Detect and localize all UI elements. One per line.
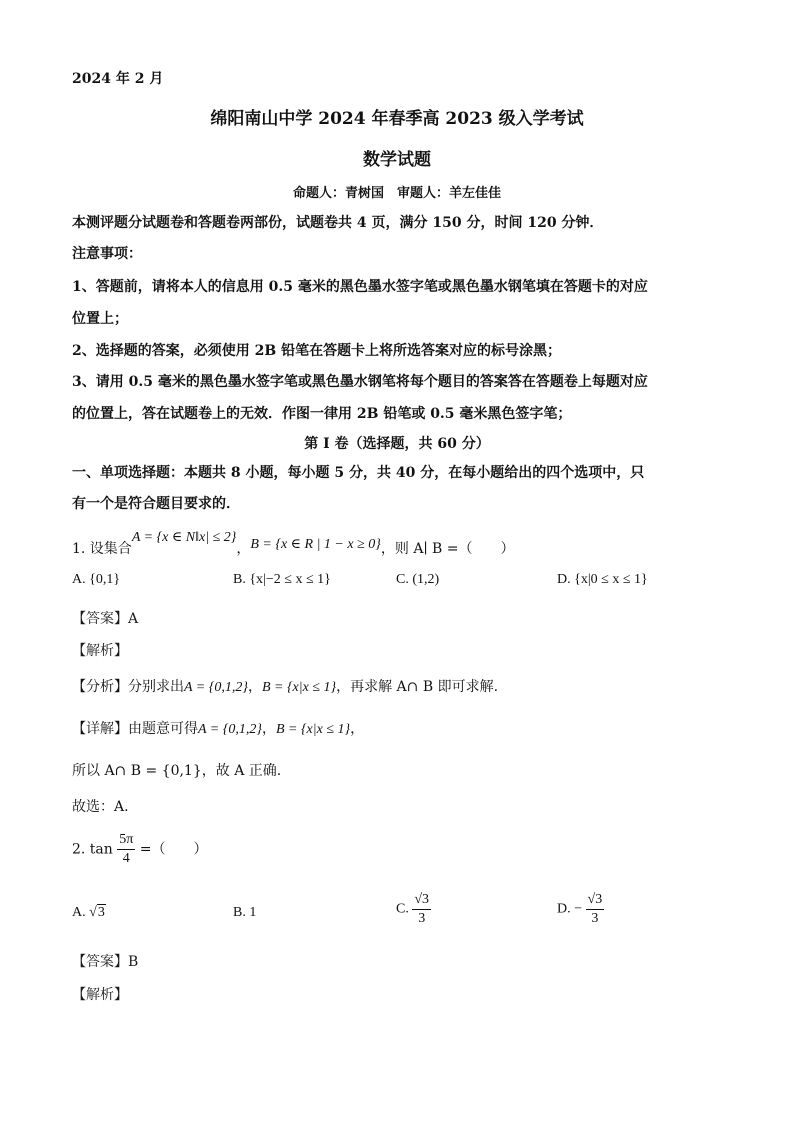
q2-answer: 【答案】B [72,954,139,970]
intro-line: 本测评题分试题卷和答题卷两部份，试题卷共 4 页，满分 150 分，时间 120 分钟． [72,215,604,231]
q1-option-c: C. (1,2) [396,572,440,587]
q2-stem-prefix: 2. tan [72,841,113,858]
q2-analysis-label: 【解析】 [72,987,128,1003]
q1-conclusion: 所以 A∩ B = {0,1}，故 A 正确. [72,763,282,779]
q1-choice: 故选：A. [72,799,129,815]
q2-option-a-sqrt: √3 [89,905,105,920]
q1-stem [72,530,515,558]
q1-xiangjie-text-2: ， [350,721,365,737]
q1-xiangjie-label: 【详解】 [72,721,128,737]
q2-option-b: B. 1 [233,905,257,920]
exam-subtitle: 数学试题 [363,150,431,170]
q2-option-d-label: D. − [557,901,583,917]
q1-fenxi-math-2: B = {x|x ≤ 1} [261,680,337,695]
q1-option-a: A. {0,1} [72,572,121,587]
q2-option-d-frac [586,893,605,926]
q2-fraction-den: 4 [122,851,130,866]
q1-option-b: B. {x|−2 ≤ x ≤ 1} [233,572,331,587]
q1-fenxi-text-1: 分别求出 [128,679,184,695]
q2-option-c-num: √3 [412,893,431,910]
q2-stem-suffix: =（ ） [139,841,208,858]
section-instructions-a: 一、单项选择题：本题共 8 小题，每小题 5 分，共 40 分，在每小题给出的四个选项中，只 [72,465,645,481]
q2-option-c-frac [412,893,431,926]
q2-option-c-den: 3 [418,911,426,926]
q2-option-c-label: C. [396,901,409,917]
exam-date: 2024 年 2 月 [72,71,164,87]
q1-xiangjie-text-1: 由题意可得 [128,721,198,737]
q1-analysis-label: 【解析】 [72,643,128,659]
note-2: 2、选择题的答案，必须使用 2B 铅笔在答题卡上将所选答案对应的标号涂黑； [72,343,562,359]
exam-title: 绵阳南山中学 2024 年春季高 2023 级入学考试 [210,109,584,129]
q1-fenxi-text-2: ，再求解 A∩ B 即可求解. [336,679,499,695]
q2-stem [72,833,208,866]
q1-set-a: A = {x ∈ N‖x| ≤ 2} [131,530,237,545]
q1-fenxi-math-1: A = {0,1,2} [184,680,248,695]
q2-option-a [72,905,106,921]
q2-fraction-num: 5π [117,833,135,850]
q2-option-d-radicand: 3 [595,892,603,907]
q1-xiangjie-math-1: A = {0,1,2} [198,722,262,737]
note-1b: 位置上； [72,311,128,327]
q1-set-b: B = {x ∈ R | 1 − x ≥ 0} [250,537,381,552]
q1-sep: ， [236,541,251,557]
q1-fenxi-label: 【分析】 [72,679,128,695]
q2-fraction [117,833,135,866]
q2-option-d [557,893,604,926]
q1-stem-prefix: 1. 设集合 [72,541,132,557]
q1-xiangjie-sep: ， [261,721,276,737]
q1-answer: 【答案】A [72,611,139,627]
q2-option-c [396,893,431,926]
q2-option-a-label: A. [72,905,86,920]
note-3b: 的位置上，答在试题卷上的无效．作图一律用 2B 铅笔或 0.5 毫米黑色签字笔； [72,406,572,422]
q2-option-a-radicand: 3 [97,905,105,920]
note-3a: 3、请用 0.5 毫米的黑色墨水签字笔或黑色墨水钢笔将每个题目的答案答在答题卷上每题对应 [72,374,648,390]
q1-xiangjie-math-2: B = {x|x ≤ 1} [275,722,351,737]
q1-fenxi-sep: ， [247,679,262,695]
exam-authors: 命题人：青树国 审题人：羊左佳佳 [292,186,501,201]
q1-option-d: D. {x|0 ≤ x ≤ 1} [557,572,648,587]
notes-title: 注意事项： [72,246,142,262]
q1-stem-suffix: ，则 A∣ B =（ ） [380,541,515,557]
q1-fenxi [72,676,498,696]
q2-option-d-num: √3 [586,893,605,910]
q1-xiangjie [72,718,364,738]
section-title: 第 I 卷（选择题，共 60 分） [304,436,490,452]
section-instructions-b: 有一个是符合题目要求的． [72,496,240,512]
note-1a: 1、答题前，请将本人的信息用 0.5 毫米的黑色墨水签字笔或黑色墨水钢笔填在答题卡的对应 [72,279,648,295]
q2-option-c-radicand: 3 [422,892,430,907]
q2-option-d-den: 3 [591,911,599,926]
